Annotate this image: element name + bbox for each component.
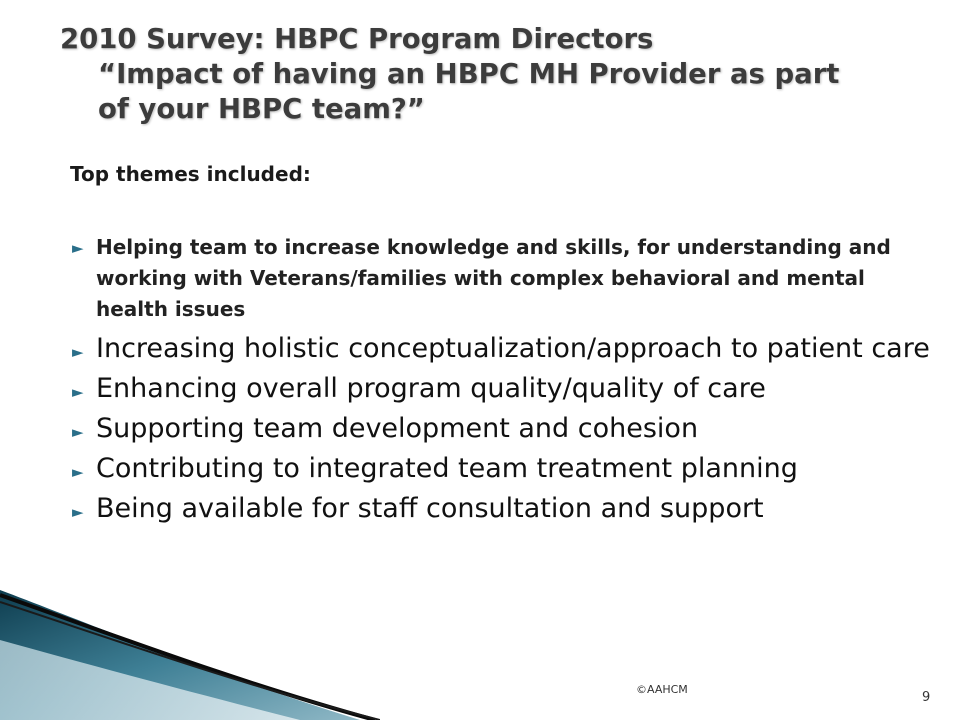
bullet-arrow-icon: ► <box>72 343 84 361</box>
bullet-text: Enhancing overall program quality/quality of care <box>96 373 766 404</box>
bullet-text: Contributing to integrated team treatment planning <box>96 453 798 484</box>
bullet-item <box>70 452 930 485</box>
bullet-item <box>70 232 930 325</box>
bullet-text: Supporting team development and cohesion <box>96 413 699 444</box>
title-line-2: “Impact of having an HBPC MH Provider as part <box>98 58 840 90</box>
bullet-item <box>70 332 930 365</box>
slide-title <box>40 22 920 127</box>
bullet-text: Increasing holistic conceptualization/approach to patient care <box>96 333 930 364</box>
bullet-text: Helping team to increase knowledge and skills, for understanding and working with Veterans/families with complex behavioral and mental health issues <box>96 235 891 321</box>
title-line-1: 2010 Survey: HBPC Program Directors <box>60 23 654 55</box>
bullet-arrow-icon: ► <box>72 423 84 441</box>
bullet-arrow-icon: ► <box>72 463 84 481</box>
bullet-list <box>70 232 930 532</box>
bullet-arrow-icon: ► <box>72 383 84 401</box>
bullet-item <box>70 372 930 405</box>
footer-copyright: ©AAHCM <box>636 683 688 696</box>
corner-swoosh-decoration <box>0 580 380 720</box>
bullet-arrow-icon: ► <box>72 503 84 521</box>
page-number: 9 <box>922 690 931 705</box>
bullet-item <box>70 412 930 445</box>
bullet-item <box>70 492 930 525</box>
intro-text: Top themes included: <box>70 162 311 186</box>
title-line-3: of your HBPC team?” <box>98 93 425 125</box>
bullet-text: Being available for staff consultation and support <box>96 493 764 524</box>
bullet-arrow-icon: ► <box>72 239 84 257</box>
